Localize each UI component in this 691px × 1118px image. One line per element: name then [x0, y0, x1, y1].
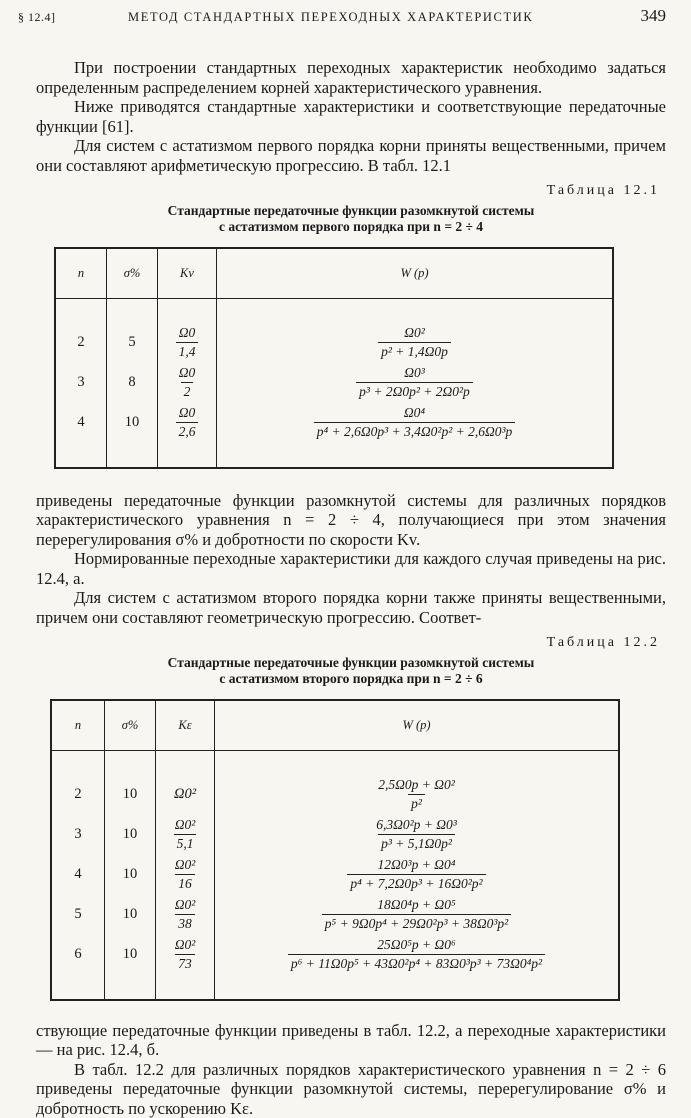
table2-w-fraction-numerator: 25Ω0⁵p + Ω0⁶ [374, 937, 459, 954]
t1-header-sigma: σ% [107, 248, 158, 298]
table2-w-fraction-denominator: p⁵ + 9Ω0p⁴ + 29Ω0²p³ + 38Ω0³p² [322, 914, 511, 932]
table1-bottom-space [55, 443, 613, 468]
t2-header-n: n [51, 700, 105, 750]
table1-cell-k [158, 403, 217, 443]
table2-w-fraction [322, 897, 511, 932]
table1-cell-w [217, 323, 614, 363]
body-text [18, 58, 666, 1118]
table2-cell-n: 5 [51, 895, 105, 935]
table1-k-fraction-denominator: 2,6 [176, 422, 199, 440]
t1-header-k: Kv [158, 248, 217, 298]
table1-k-fraction [176, 405, 199, 440]
table1-k-fraction-numerator: Ω0 [176, 405, 199, 422]
table2-k-fraction [172, 897, 199, 932]
table2-k-fraction [172, 817, 199, 852]
table1-k-fraction-numerator: Ω0 [176, 365, 199, 382]
table2-cell-k [156, 935, 215, 975]
table1-w-fraction-denominator: p⁴ + 2,6Ω0p³ + 3,4Ω0²p² + 2,6Ω0³p [314, 422, 516, 440]
table2-k-fraction-denominator: 16 [175, 874, 195, 892]
table1 [54, 247, 614, 469]
paragraph-1: При построении стандартных переходных характеристик необходимо задаться определенным распределением корней характеристического уравнения. [36, 58, 666, 97]
table1-cell-k [158, 363, 217, 403]
paragraph-6: Для систем с астатизмом второго порядка корни также приняты вещественными, причем они составляют геометрическую прогрессию. Соответ- [36, 588, 666, 627]
table2-cell-sigma: 10 [105, 935, 156, 975]
table1-w-fraction-numerator: Ω0³ [401, 365, 428, 382]
table2-w-fraction [288, 937, 545, 972]
table2-w-fraction-numerator: 12Ω0³p + Ω0⁴ [375, 857, 459, 874]
table2-cell-sigma: 10 [105, 895, 156, 935]
table2-k-fraction-numerator: Ω0² [172, 817, 199, 834]
table2-cell-w [215, 895, 620, 935]
table2-label: Таблица 12.2 [36, 635, 666, 651]
table1-k-fraction [176, 365, 199, 400]
table1-w-fraction-denominator: p² + 1,4Ω0p [378, 342, 451, 360]
table2-caption-line2: с астатизмом второго порядка при n = 2 ÷ 6 [36, 671, 666, 687]
table1-cell-n: 4 [55, 403, 107, 443]
table2 [50, 699, 620, 1001]
table2-w-fraction-denominator: p² [408, 794, 425, 812]
table1-cell-sigma: 10 [107, 403, 158, 443]
table2-cell-k [156, 895, 215, 935]
table1-caption-line1: Стандартные передаточные функции разомкнутой системы [36, 203, 666, 219]
table1-w-fraction [378, 325, 451, 360]
table2-cell-sigma: 10 [105, 815, 156, 855]
table1-cell-k [158, 323, 217, 363]
table2-cell-sigma: 10 [105, 775, 156, 815]
table1-cell-sigma: 5 [107, 323, 158, 363]
paragraph-7: ствующие передаточные функции приведены в табл. 12.2, а переходные характеристики — на рис. 12.4, б. [36, 1021, 666, 1060]
table1-w-fraction-denominator: p³ + 2Ω0p² + 2Ω0²p [356, 382, 473, 400]
table2-cell-n: 6 [51, 935, 105, 975]
table2-k-fraction-denominator: 38 [175, 914, 195, 932]
table1-row [55, 403, 613, 443]
table2-row [51, 855, 619, 895]
table2-cell-w [215, 935, 620, 975]
table2-row [51, 895, 619, 935]
table1-k-fraction-denominator: 1,4 [176, 342, 199, 360]
table2-w-fraction [347, 857, 485, 892]
paragraph-5: Нормированные переходные характеристики для каждого случая приведены на рис. 12.4, а. [36, 549, 666, 588]
t2-header-sigma: σ% [105, 700, 156, 750]
table2-cell-n: 4 [51, 855, 105, 895]
table2-cell-w [215, 775, 620, 815]
table2-k-fraction-numerator: Ω0² [172, 897, 199, 914]
table2-k-fraction-denominator: 73 [175, 954, 195, 972]
t2-header-w: W (p) [215, 700, 620, 750]
table2-row [51, 815, 619, 855]
table1-k-fraction [176, 325, 199, 360]
table2-k-fraction-numerator: Ω0² [172, 937, 199, 954]
table2-w-fraction-numerator: 6,3Ω0²p + Ω0³ [373, 817, 460, 834]
table2-cell-sigma: 10 [105, 855, 156, 895]
table1-k-fraction-denominator: 2 [181, 382, 194, 400]
table2-cell-n: 3 [51, 815, 105, 855]
table1-w-fraction-numerator: Ω0⁴ [401, 405, 428, 422]
paragraph-8: В табл. 12.2 для различных порядков характеристического уравнения n = 2 ÷ 6 приведены передаточные функции разомкнутой системы, перерегулирование σ% и добротность по ускорению Kε. [36, 1060, 666, 1118]
table1-cell-n: 3 [55, 363, 107, 403]
table1-cell-w [217, 363, 614, 403]
table1-caption [36, 203, 666, 235]
table2-k-fraction-numerator: Ω0² [172, 857, 199, 874]
table1-cell-w [217, 403, 614, 443]
table2-bottom-space [51, 975, 619, 1000]
table2-row [51, 775, 619, 815]
table2-w-fraction [373, 817, 460, 852]
table2-cell-k [156, 855, 215, 895]
table1-w-fraction [314, 405, 516, 440]
page-number: 349 [641, 6, 667, 26]
running-title: МЕТОД СТАНДАРТНЫХ ПЕРЕХОДНЫХ ХАРАКТЕРИСТИК [98, 10, 641, 25]
table1-row [55, 363, 613, 403]
table2-w-fraction-denominator: p⁶ + 11Ω0p⁵ + 43Ω0²p⁴ + 83Ω0³p³ + 73Ω0⁴p² [288, 954, 545, 972]
paragraph-4: приведены передаточные функции разомкнутой системы для различных порядков характеристического уравнения n = 2 ÷ 4, получающиеся при этом значения перерегулирования σ% и добротности по скорости Kv. [36, 491, 666, 550]
running-header [18, 6, 666, 36]
table2-cell-w [215, 815, 620, 855]
table1-w-fraction [356, 365, 473, 400]
table2-k-fraction [172, 937, 199, 972]
table2-cell-w [215, 855, 620, 895]
table2-cell-n: 2 [51, 775, 105, 815]
table2-k-fraction-denominator: 5,1 [174, 834, 197, 852]
table1-caption-line2: с астатизмом первого порядка при n = 2 ÷ 4 [36, 219, 666, 235]
section-ref: § 12.4] [18, 10, 98, 25]
table1-w-fraction-numerator: Ω0² [401, 325, 428, 342]
table1-label: Таблица 12.1 [36, 183, 666, 199]
table2-w-fraction-denominator: p⁴ + 7,2Ω0p³ + 16Ω0²p² [347, 874, 485, 892]
table2-k-fraction [172, 857, 199, 892]
table1-k-fraction-numerator: Ω0 [176, 325, 199, 342]
t1-header-w: W (p) [217, 248, 614, 298]
table2-row [51, 935, 619, 975]
table2-w-fraction-denominator: p³ + 5,1Ω0p² [378, 834, 455, 852]
table1-row [55, 323, 613, 363]
book-page [18, 6, 666, 1118]
table2-k-value: Ω0² [174, 786, 196, 802]
table2-caption [36, 655, 666, 687]
table1-cell-sigma: 8 [107, 363, 158, 403]
table2-w-fraction-numerator: 2,5Ω0p + Ω0² [375, 777, 458, 794]
table2-cell-k [156, 775, 215, 815]
table1-cell-n: 2 [55, 323, 107, 363]
table2-caption-line1: Стандартные передаточные функции разомкнутой системы [36, 655, 666, 671]
paragraph-3: Для систем с астатизмом первого порядка корни приняты вещественными, причем они составляют арифметическую прогрессию. В табл. 12.1 [36, 136, 666, 175]
t1-header-n: n [55, 248, 107, 298]
table2-w-fraction-numerator: 18Ω0⁴p + Ω0⁵ [374, 897, 459, 914]
paragraph-2: Ниже приводятся стандартные характеристики и соответствующие передаточные функции [61]. [36, 97, 666, 136]
table2-w-fraction [375, 777, 458, 812]
table2-cell-k [156, 815, 215, 855]
t2-header-k: Kε [156, 700, 215, 750]
